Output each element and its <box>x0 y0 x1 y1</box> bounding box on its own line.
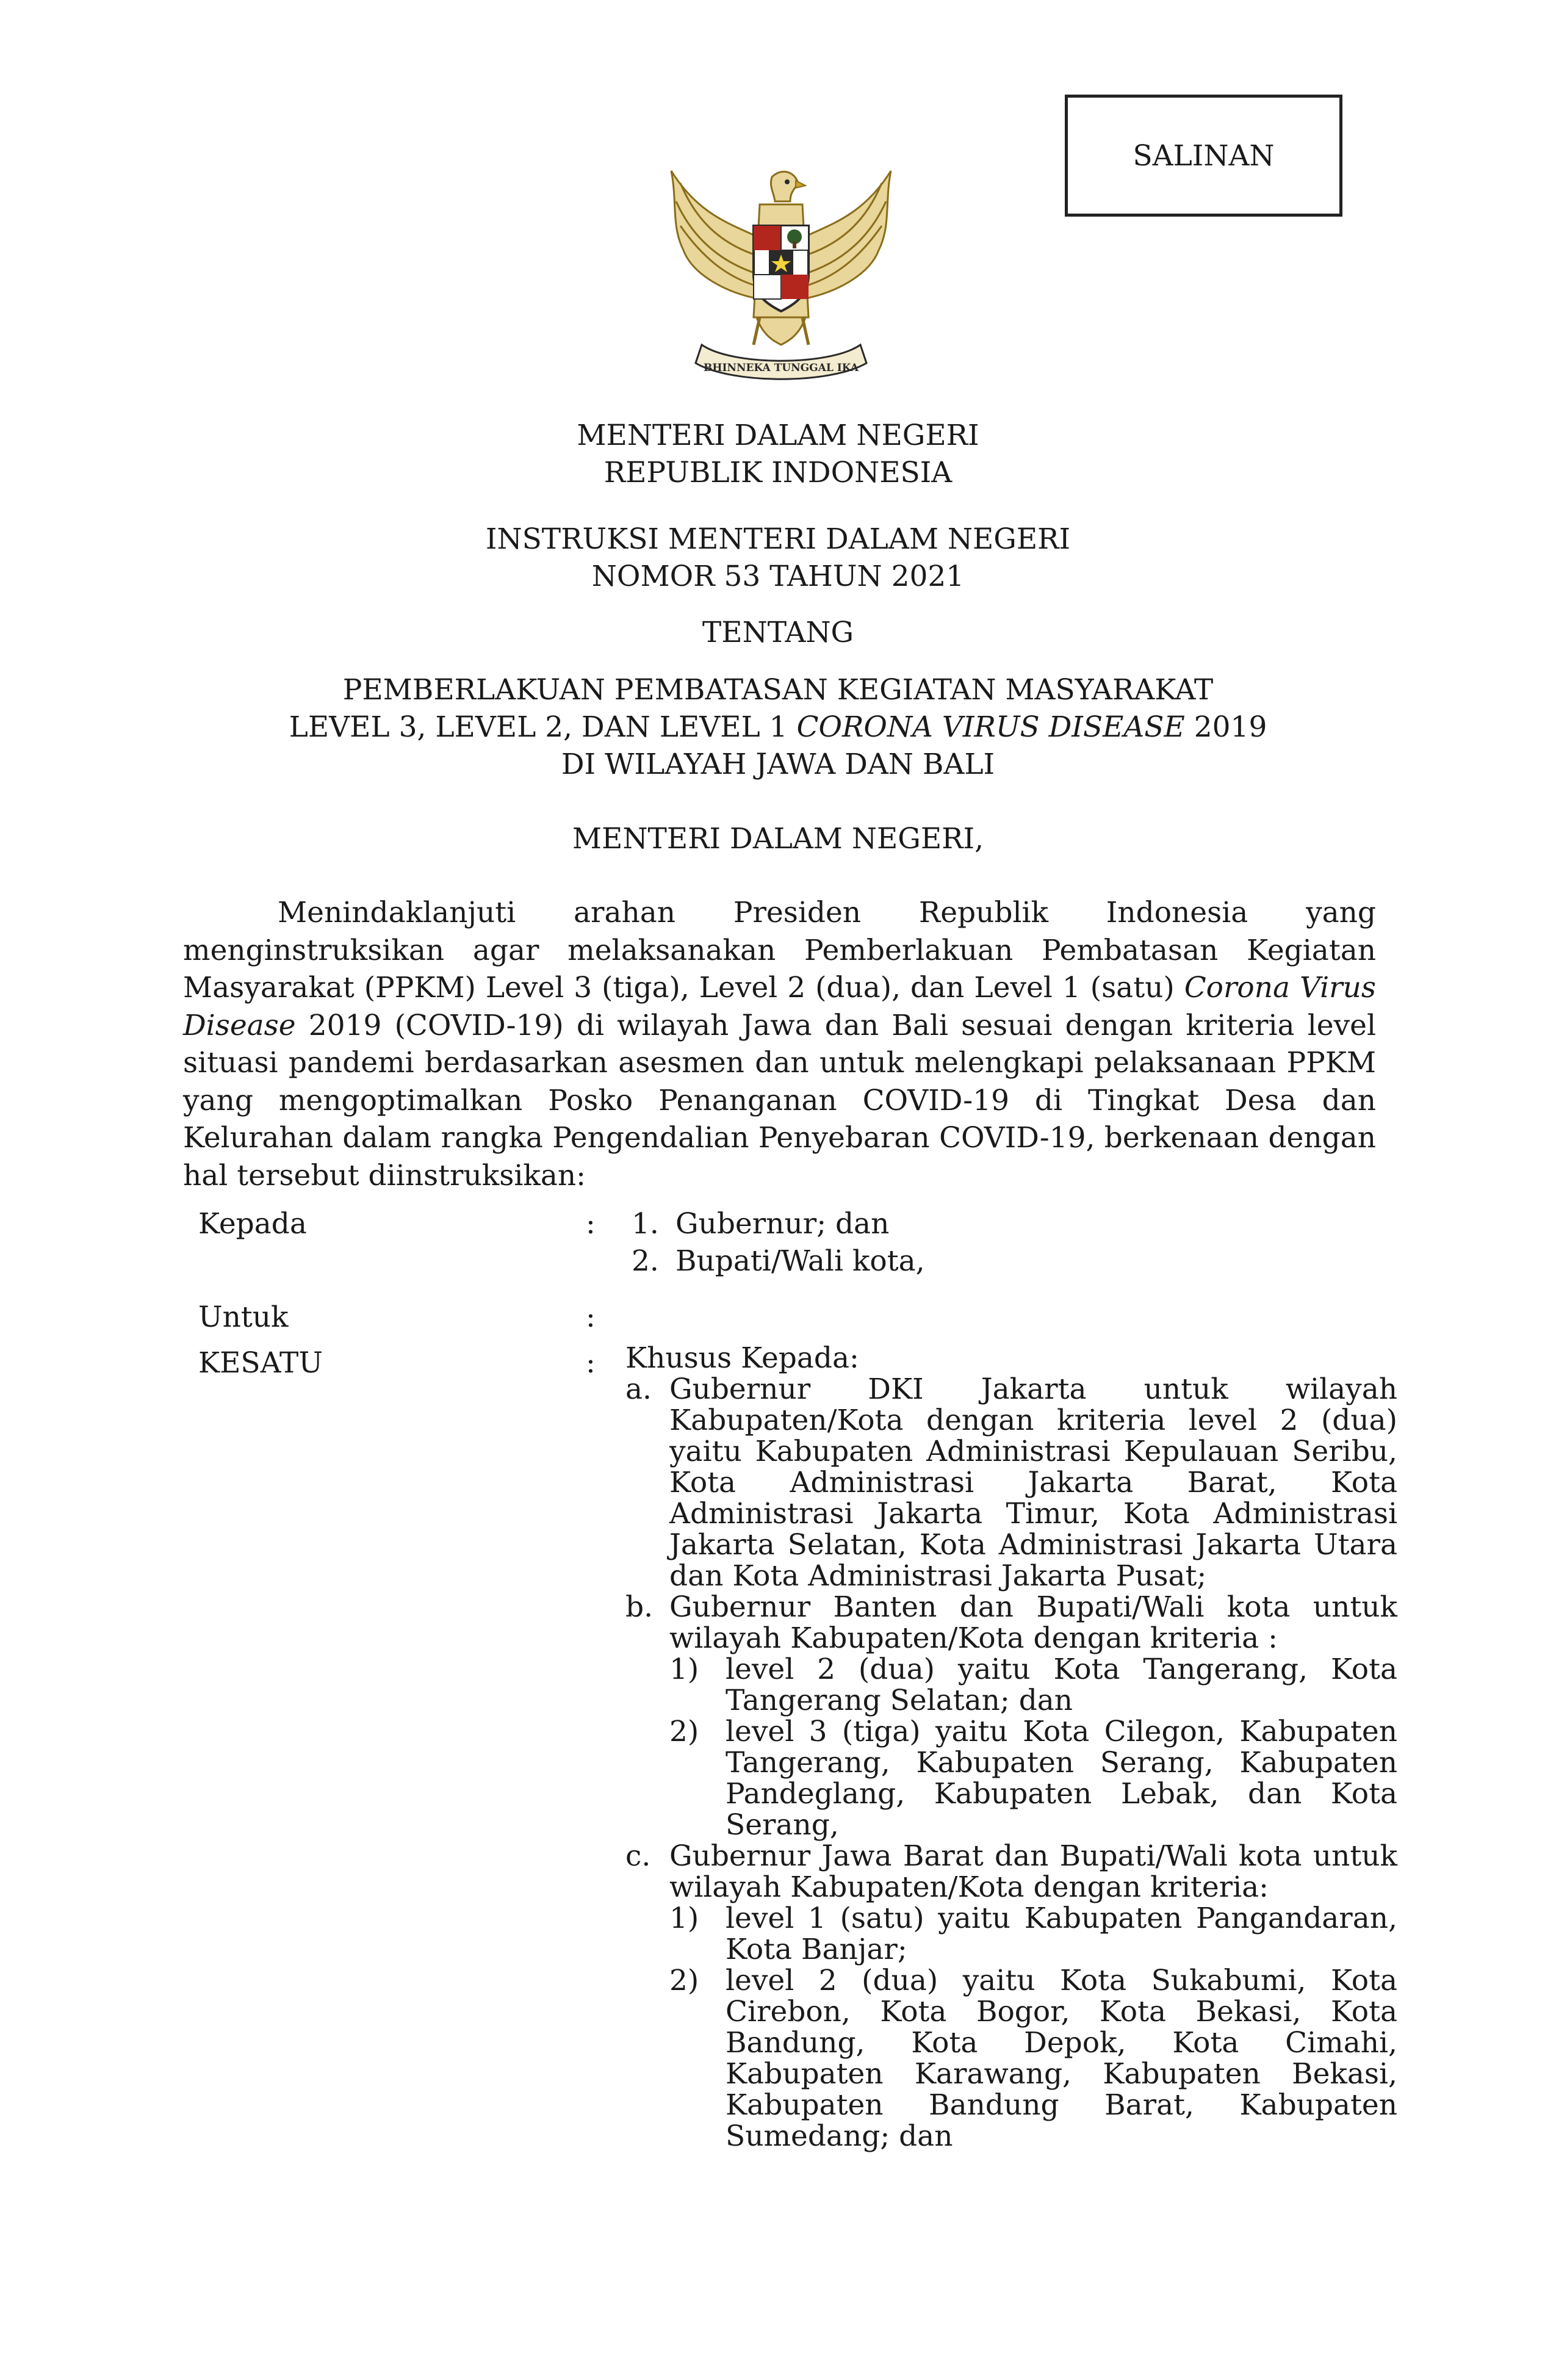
list-marker-c: c. <box>625 1839 651 1873</box>
list-marker-b: b. <box>625 1590 654 1624</box>
kepada-item-1: Gubernur; dan <box>675 1207 890 1241</box>
list-text-b-2: level 3 (tiga) yaitu Kota Cilegon, Kabupaten Tangerang, Kabupaten Serang, Kabupaten Pandeglang, Kabupaten Lebak, dan Kota Serang, <box>726 1715 1397 1842</box>
list-text-c-1: level 1 (satu) yaitu Kabupaten Pangandaran, Kota Banjar; <box>726 1902 1397 1966</box>
kesatu-intro: Khusus Kepada: <box>625 1341 859 1375</box>
kesatu-body <box>625 1343 1397 2152</box>
list-text-b-1: level 2 (dua) yaitu Kota Tangerang, Kota Tangerang Selatan; dan <box>726 1653 1397 1717</box>
kesatu-colon: : <box>586 1346 596 1380</box>
instruction-title: INSTRUKSI MENTERI DALAM NEGERI <box>485 522 1071 556</box>
list-text-b: Gubernur Banten dan Bupati/Wali kota untuk wilayah Kabupaten/Kota dengan kriteria : <box>669 1590 1397 1655</box>
list-marker-a: a. <box>625 1372 652 1406</box>
list-text-c: Gubernur Jawa Barat dan Bupati/Wali kota untuk wilayah Kabupaten/Kota dengan kriteria: <box>669 1839 1397 1904</box>
list-marker-c-1: 1) <box>669 1902 699 1935</box>
list-marker-b-2: 2) <box>669 1715 699 1748</box>
subject-italic: CORONA VIRUS DISEASE <box>796 710 1185 744</box>
issuer-title: MENTERI DALAM NEGERI, <box>572 822 984 856</box>
list-item-c-1 <box>669 1903 1397 1965</box>
subject-line2: LEVEL 3, LEVEL 2, DAN LEVEL 1 CORONA VIRUS DISEASE 2019 <box>289 710 1267 744</box>
list-item-b <box>625 1592 1397 1654</box>
subject-line1: PEMBERLAKUAN PEMBATASAN KEGIATAN MASYARAKAT <box>342 673 1214 707</box>
list-text-c-2: level 2 (dua) yaitu Kota Sukabumi, Kota Cirebon, Kota Bogor, Kota Bekasi, Kota Bandung, Kota Depok, Kota Cimahi, Kabupaten Karawang, Kabupaten Bekasi, Kabupaten Bandung Barat, Kabupaten Sumedang; dan <box>726 1964 1397 2153</box>
list-marker-b-1: 1) <box>669 1653 699 1686</box>
salinan-label: SALINAN <box>1133 139 1275 173</box>
untuk-colon: : <box>586 1300 596 1334</box>
salinan-stamp <box>1065 95 1342 217</box>
list-text-a: Gubernur DKI Jakarta untuk wilayah Kabupaten/Kota dengan kriteria level 2 (dua) yaitu Kabupaten Administrasi Kepulauan Seribu, Kota Administrasi Jakarta Barat, Kota Administrasi Jakarta Timur, Kota Administrasi Jakarta Selatan, Kota Administrasi Jakarta Utara dan Kota Administrasi Jakarta Pusat; <box>669 1372 1397 1593</box>
list-marker-c-2: 2) <box>669 1964 699 1997</box>
kesatu-label: KESATU <box>198 1346 323 1380</box>
kepada-item-2: Bupati/Wali kota, <box>675 1244 925 1278</box>
list-item-a <box>625 1374 1397 1592</box>
instruction-number: NOMOR 53 TAHUN 2021 <box>591 560 965 593</box>
subject-line3: DI WILAYAH JAWA DAN BALI <box>561 748 995 781</box>
preamble-paragraph: Menindaklanjuti arahan Presiden Republik Indonesia yang menginstruksikan agar melaksanakan Pemberlakuan Pembatasan Kegiatan Masyarakat (PPKM) Level 3 (tiga), Level 2 (dua), dan Level 1 (satu) Corona Virus Disease 2019 (COVID-19) di wilayah Jawa dan Bali sesuai dengan kriteria level situasi pandemi berdasarkan asesmen dan untuk melengkapi pelaksanaan PPKM yang mengoptimalkan Posko Penanganan COVID-19 di Tingkat Desa dan Kelurahan dalam rangka Pengendalian Penyebaran COVID-19, berkenaan dengan hal tersebut diinstruksikan: <box>183 896 1376 1192</box>
emblem-motto: BHINNEKA TUNGGAL IKA <box>704 362 859 374</box>
kepada-label: Kepada <box>198 1207 307 1241</box>
kepada-item-1-num: 1. <box>632 1207 659 1241</box>
header-line2: REPUBLIK INDONESIA <box>603 456 953 489</box>
kepada-colon: : <box>586 1207 596 1241</box>
list-item-b-1 <box>669 1654 1397 1716</box>
untuk-label: Untuk <box>198 1300 289 1334</box>
kepada-item-2-num: 2. <box>632 1244 659 1278</box>
list-item-c <box>625 1841 1397 1903</box>
header-line1: MENTERI DALAM NEGERI <box>577 419 979 452</box>
tentang-label: TENTANG <box>702 616 854 649</box>
list-item-b-2 <box>669 1716 1397 1841</box>
garuda-pancasila-emblem <box>635 134 927 409</box>
list-item-c-2 <box>669 1965 1397 2152</box>
